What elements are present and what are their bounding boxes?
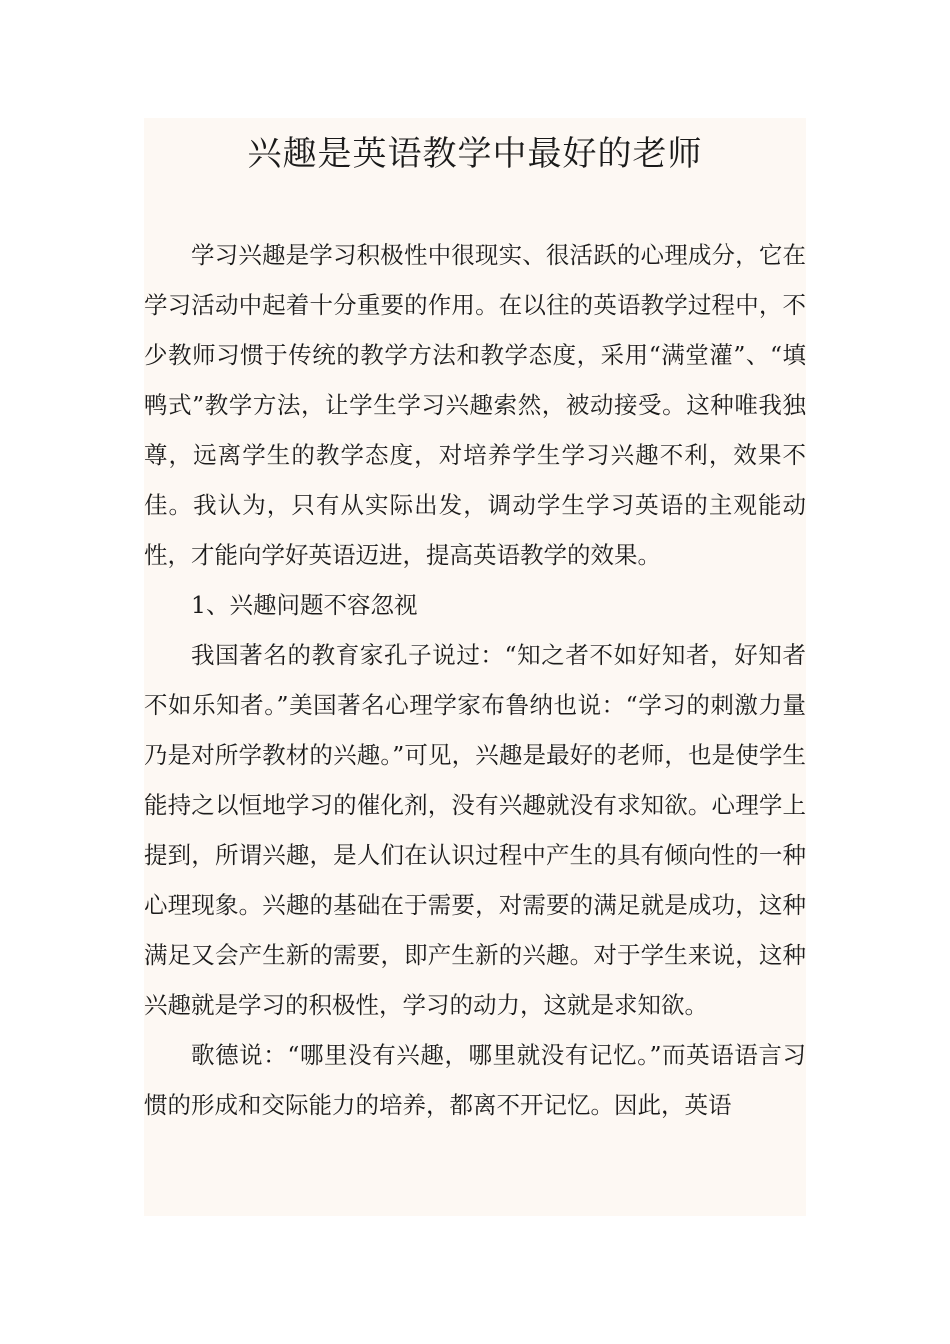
paragraph-confucius: 我国著名的教育家孔子说过：“知之者不如好知者，好知者不如乐知者。”美国著名心理学家布鲁纳也说：“学习的刺激力量乃是对所学教材的兴趣。”可见，兴趣是最好的老师，也是使学生能持之以恒地学习的催化剂，没有兴趣就没有求知欲。心理学上提到，所谓兴趣，是人们在认识过程中产生的具有倾向性的一种心理现象。兴趣的基础在于需要，对需要的满足就是成功，这种满足又会产生新的需要，即产生新的兴趣。对于学生来说，这种兴趣就是学习的积极性，学习的动力，这就是求知欲。 [144, 641, 806, 1019]
paragraph-intro: 学习兴趣是学习积极性中很现实、很活跃的心理成分，它在学习活动中起着十分重要的作用。在以往的英语教学过程中，不少教师习惯于传统的教学方法和教学态度，采用“满堂灌”、“填鸭式”教学方法，让学生学习兴趣索然，被动接受。这种唯我独尊，远离学生的教学态度，对培养学生学习兴趣不利，效果不佳。我认为，只有从实际出发，调动学生学习英语的主观能动性，才能向学好英语迈进，提高英语教学的效果。 [144, 241, 806, 569]
section-heading-1: 1、兴趣问题不容忽视 [191, 591, 418, 619]
document-body [144, 230, 806, 1130]
document-title: 兴趣是英语教学中最好的老师 [247, 134, 703, 174]
paragraph-goethe: 歌德说：“哪里没有兴趣，哪里就没有记忆。”而英语语言习惯的形成和交际能力的培养，都离不开记忆。因此，英语 [144, 1041, 806, 1119]
document-page [144, 118, 806, 1216]
